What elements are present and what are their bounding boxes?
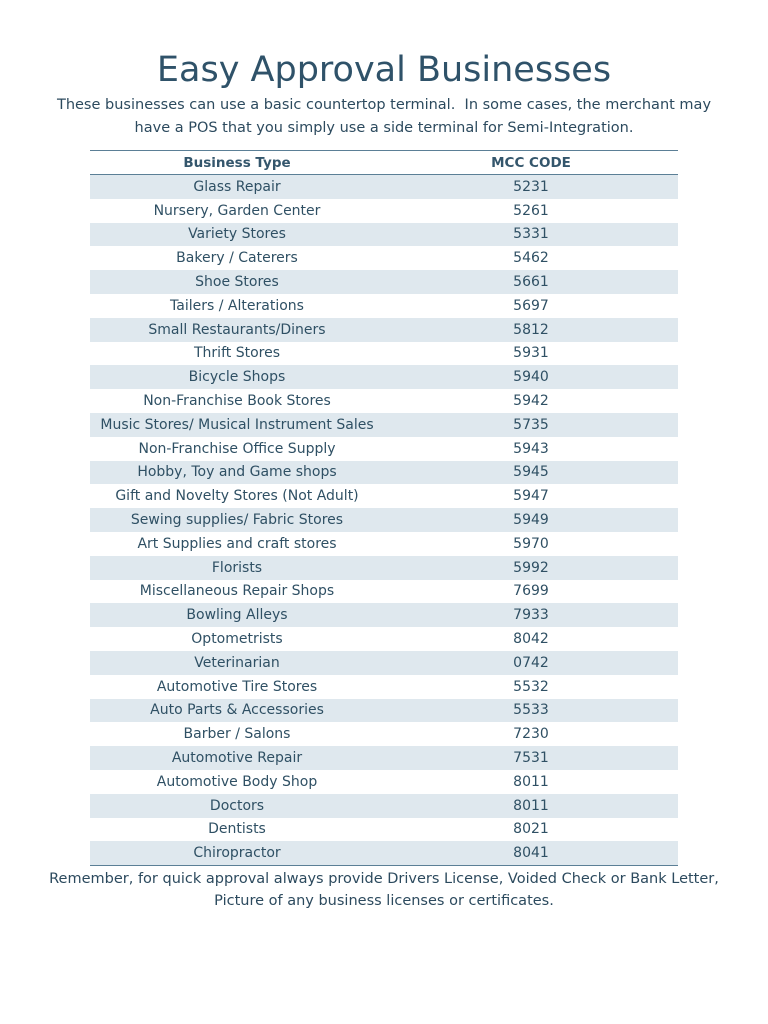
table-row [90,746,678,770]
table-row [90,627,678,651]
table-row [90,841,678,865]
table-row [90,794,678,818]
mcc-code-cell: 5945 [384,461,678,485]
mcc-code-cell: 5812 [384,318,678,342]
intro-line-2: have a POS that you simply use a side terminal for Semi-Integration. [134,120,634,136]
table-row [90,413,678,437]
table-row [90,175,678,199]
mcc-code-cell: 8041 [384,841,678,865]
table-row [90,318,678,342]
business-type-cell: Miscellaneous Repair Shops [139,583,335,600]
table-row [90,389,678,413]
table-row [90,270,678,294]
intro-line-1: These businesses can use a basic countertop terminal. In some cases, the merchant may [56,97,712,113]
business-type-cell: Non-Franchise Book Stores [143,393,331,410]
table-row [90,508,678,532]
mcc-code-cell: 8042 [513,631,549,648]
table-row [90,675,678,699]
business-type-cell: Barber / Salons [183,726,291,743]
mcc-code-cell: 5943 [513,440,549,457]
business-type-cell: Automotive Tire Stores [156,678,318,695]
mcc-code-cell: 5947 [513,488,549,505]
mcc-code-cell: 7699 [513,583,549,600]
mcc-code-cell: 8011 [384,794,678,818]
table-row [90,437,678,461]
table-row [90,365,678,389]
header-mcc-code: MCC CODE [384,151,678,175]
footer-line-2: Picture of any business licenses or certificates. [214,893,554,909]
table-row [90,246,678,270]
table-row [90,770,678,794]
table-row [90,818,678,842]
mcc-code-cell: 5992 [384,556,678,580]
mcc-code-cell: 7933 [384,603,678,627]
business-type-cell: Optometrists [191,631,283,648]
business-type-cell: Florists [90,556,384,580]
business-type-cell: Tailers / Alterations [170,297,304,314]
mcc-code-cell: 5942 [513,393,549,410]
mcc-code-cell: 5532 [513,678,549,695]
business-type-cell: Music Stores/ Musical Instrument Sales [90,413,384,437]
mcc-code-cell: 5697 [513,297,549,314]
table-row [90,699,678,723]
footer-note [20,868,748,912]
mcc-code-cell: 5931 [513,345,549,362]
table-row [90,580,678,604]
mcc-table [90,150,678,866]
business-type-cell: Bowling Alleys [90,603,384,627]
mcc-code-cell: 5231 [384,175,678,199]
table-row [90,223,678,247]
mcc-code-cell: 8021 [513,821,549,838]
mcc-code-cell: 5949 [384,508,678,532]
table-row [90,532,678,556]
mcc-code-cell: 5462 [513,250,549,267]
table-row [90,603,678,627]
business-type-cell: Bakery / Caterers [176,250,298,267]
mcc-code-cell: 5970 [513,535,549,552]
table-body [90,175,678,866]
business-type-cell: Automotive Repair [90,746,384,770]
mcc-code-cell: 5940 [384,365,678,389]
business-type-cell: Non-Franchise Office Supply [138,440,336,457]
table-row [90,461,678,485]
business-type-cell: Dentists [208,821,266,838]
business-type-cell: Art Supplies and craft stores [137,535,337,552]
table-row [90,484,678,508]
mcc-code-cell: 5735 [384,413,678,437]
footer-line-1: Remember, for quick approval always provide Drivers License, Voided Check or Bank Letter, [49,871,719,887]
mcc-table-container [90,150,678,866]
business-type-cell: Auto Parts & Accessories [90,699,384,723]
business-type-cell: Glass Repair [90,175,384,199]
table-row [90,556,678,580]
mcc-code-cell: 5331 [384,223,678,247]
business-type-cell: Nursery, Garden Center [153,202,321,219]
business-type-cell: Veterinarian [90,651,384,675]
table-row [90,294,678,318]
table-row [90,651,678,675]
business-type-cell: Doctors [90,794,384,818]
mcc-code-cell: 5533 [384,699,678,723]
business-type-cell: Variety Stores [90,223,384,247]
table-row [90,722,678,746]
business-type-cell: Sewing supplies/ Fabric Stores [90,508,384,532]
mcc-code-cell: 5661 [384,270,678,294]
mcc-code-cell: 0742 [384,651,678,675]
header-row [90,151,678,175]
mcc-code-cell: 7230 [513,726,549,743]
business-type-cell: Thrift Stores [194,345,280,362]
mcc-code-cell: 5261 [513,202,549,219]
business-type-cell: Chiropractor [90,841,384,865]
business-type-cell: Shoe Stores [90,270,384,294]
table-row [90,199,678,223]
business-type-cell: Small Restaurants/Diners [90,318,384,342]
business-type-cell: Bicycle Shops [90,365,384,389]
business-type-cell: Automotive Body Shop [156,773,318,790]
mcc-code-cell: 8011 [513,773,549,790]
table-row [90,342,678,366]
page-title: Easy Approval Businesses [156,50,612,90]
mcc-code-cell: 7531 [384,746,678,770]
business-type-cell: Gift and Novelty Stores (Not Adult) [115,488,359,505]
header-business-type: Business Type [90,151,384,175]
business-type-cell: Hobby, Toy and Game shops [90,461,384,485]
intro-text [40,94,728,140]
table-header [90,151,678,175]
